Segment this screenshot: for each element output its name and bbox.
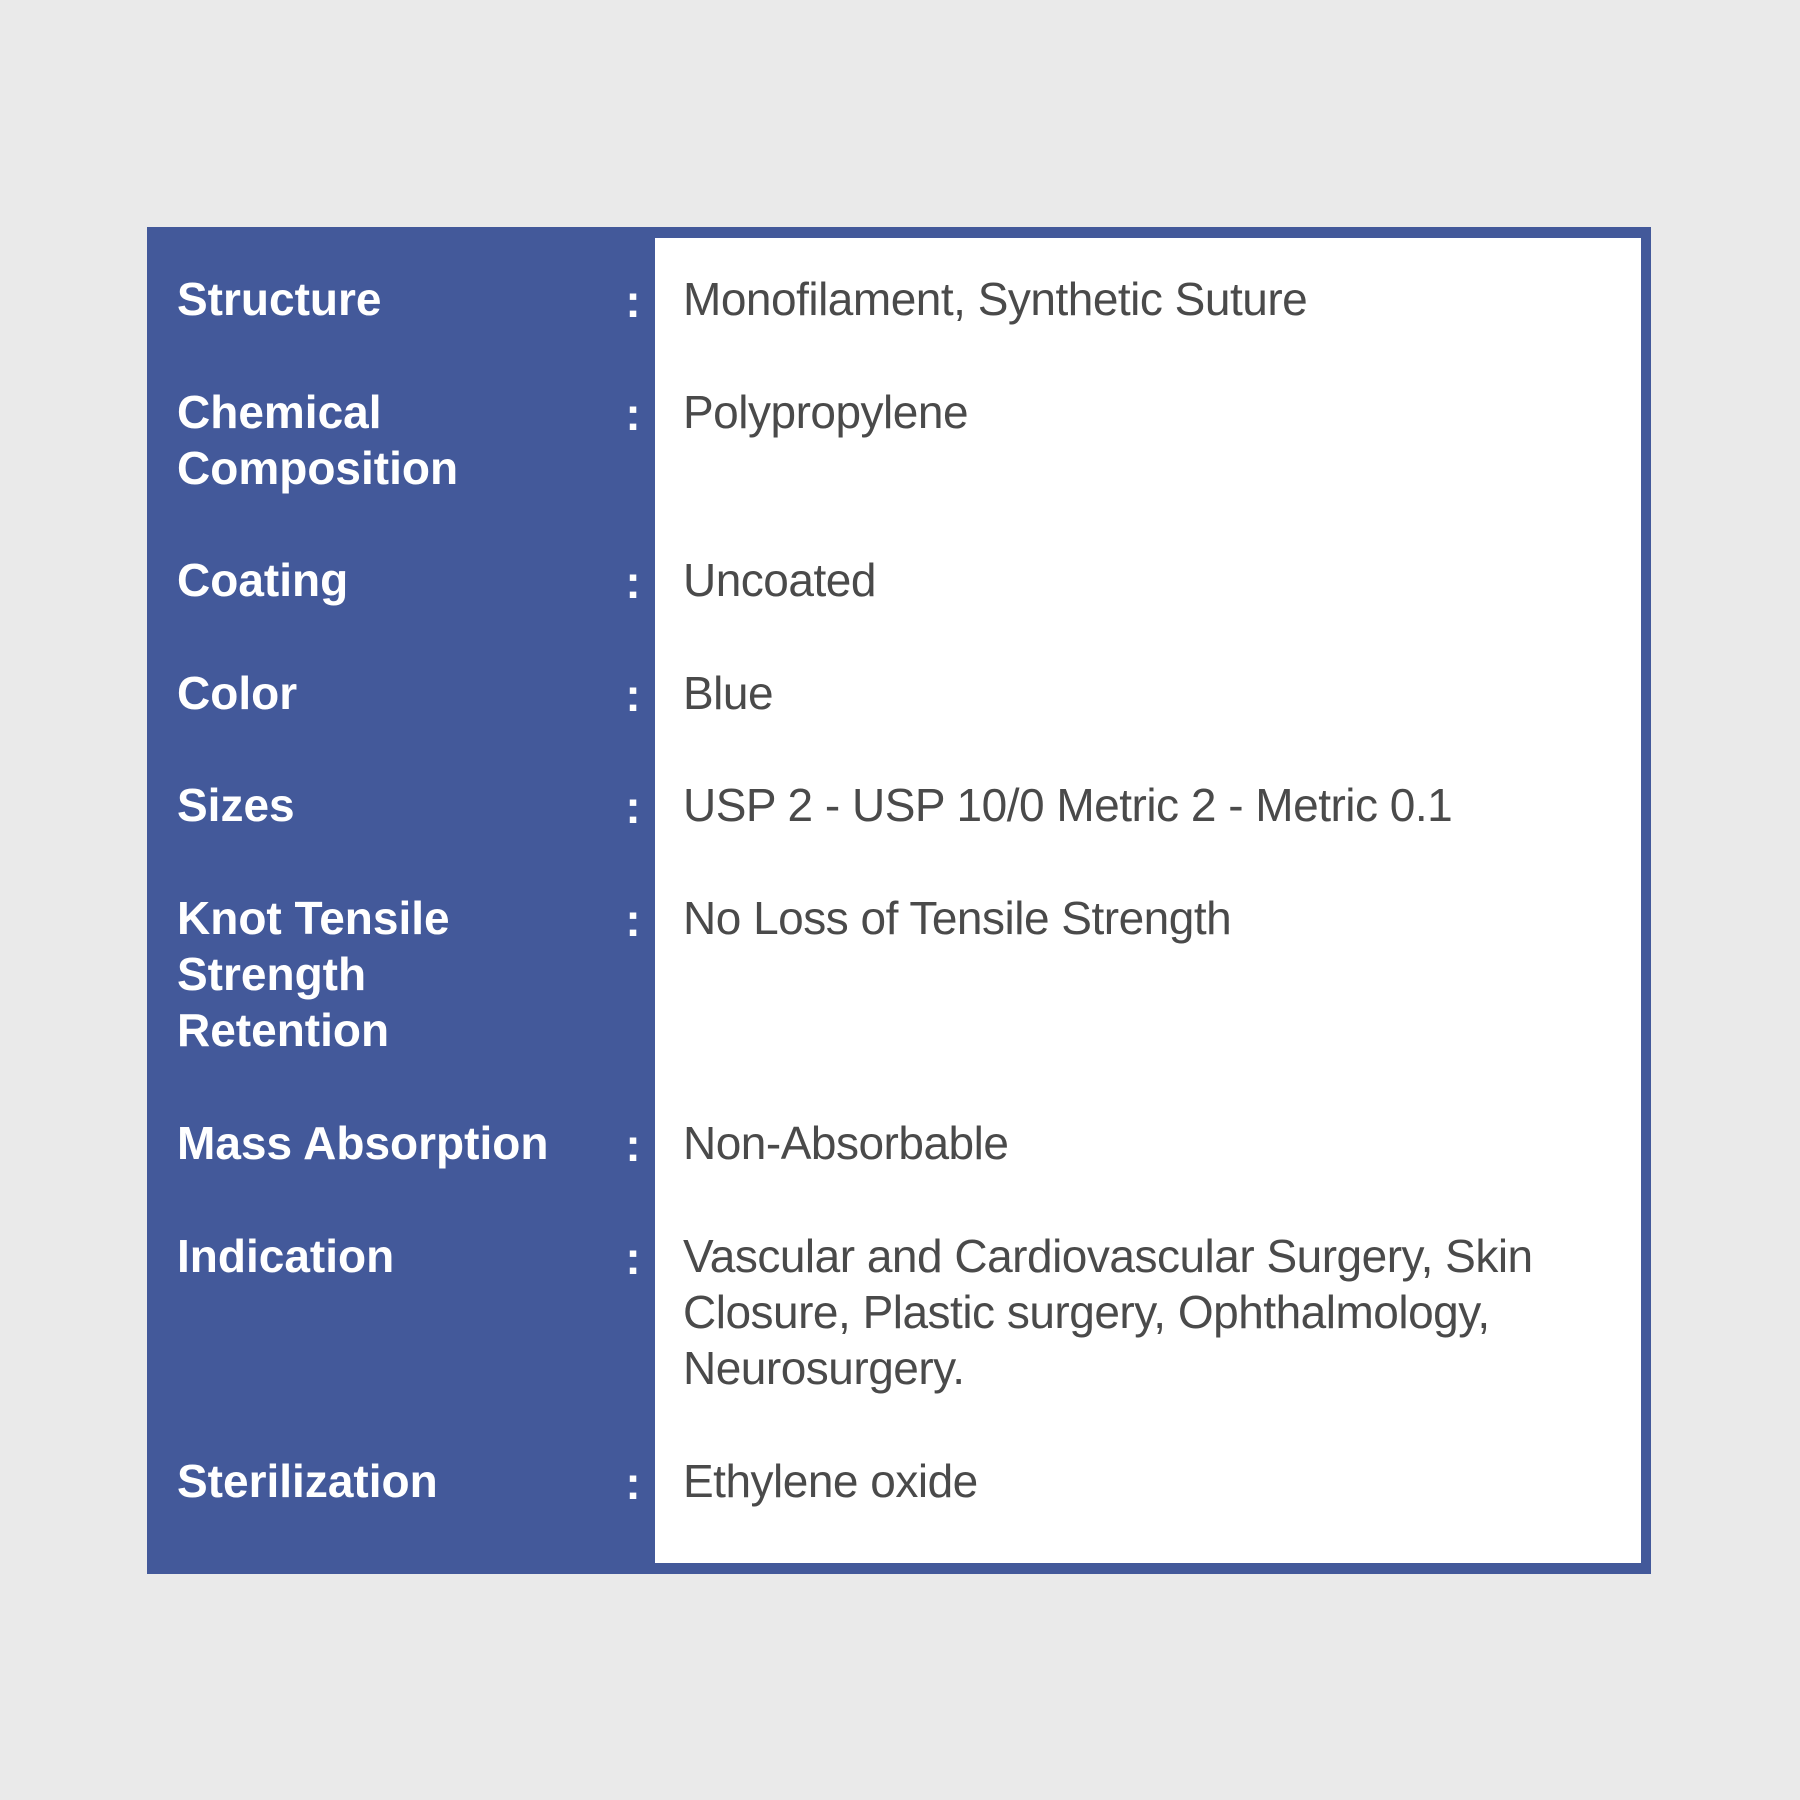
row-label: Coating xyxy=(177,554,349,606)
row-label: Chemical Composition xyxy=(177,386,459,494)
row-separator: : xyxy=(625,1119,641,1171)
row-label: Sizes xyxy=(177,779,295,831)
row-separator: : xyxy=(625,894,641,946)
row-label: Structure xyxy=(177,273,382,325)
row-value: Vascular and Cardiovascular Surgery, Skin Closure, Plastic surgery, Ophthalmology, Neurosurgery. xyxy=(683,1230,1533,1394)
row-label: Sterilization xyxy=(177,1455,438,1507)
row-separator: : xyxy=(625,1232,641,1284)
row-separator: : xyxy=(625,556,641,608)
row-separator: : xyxy=(625,1457,641,1509)
row-label: Mass Absorption xyxy=(177,1117,549,1169)
row-separator: : xyxy=(625,388,641,440)
row-label: Color xyxy=(177,667,298,719)
spec-table xyxy=(147,227,1651,1574)
row-value: Monofilament, Synthetic Suture xyxy=(683,273,1308,325)
row-value: Ethylene oxide xyxy=(683,1455,978,1507)
row-separator: : xyxy=(625,669,641,721)
row-value: USP 2 - USP 10/0 Metric 2 - Metric 0.1 xyxy=(683,779,1453,831)
row-label: Knot Tensile Strength Retention xyxy=(177,892,450,1056)
row-value: Non-Absorbable xyxy=(683,1117,1009,1169)
row-separator: : xyxy=(625,275,641,327)
row-value: Blue xyxy=(683,667,774,719)
row-label: Indication xyxy=(177,1230,395,1282)
row-value: Polypropylene xyxy=(683,386,969,438)
row-separator: : xyxy=(625,781,641,833)
row-value: No Loss of Tensile Strength xyxy=(683,892,1232,944)
row-value: Uncoated xyxy=(683,554,876,606)
